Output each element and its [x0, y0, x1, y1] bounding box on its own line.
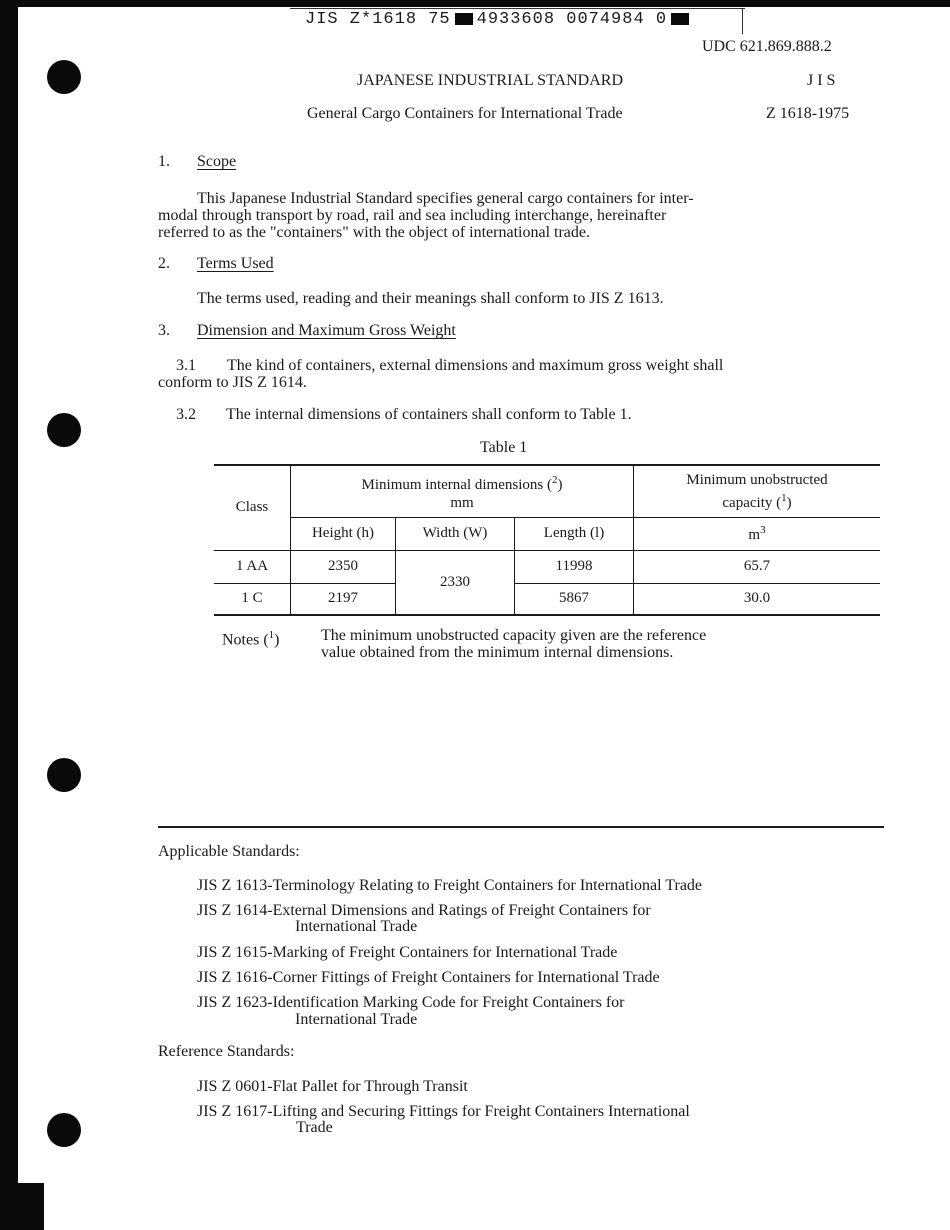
table-note-line-1: The minimum unobstructed capacity given are the reference — [321, 627, 707, 644]
applicable-item: JIS Z 1616-Corner Fittings of Freight Containers for International Trade — [197, 969, 660, 986]
clause-3-1-number: 3.1 — [176, 357, 196, 374]
shared-width: 2330 — [396, 550, 515, 615]
table-note-line-2: value obtained from the minimum internal dimensions. — [321, 644, 674, 661]
applicable-item: JIS Z 1614-External Dimensions and Ratings of Freight Containers for — [197, 902, 651, 919]
length-col-header: Length (l) — [515, 517, 634, 550]
row-2-length: 5867 — [515, 583, 634, 615]
udc-number: UDC 621.869.888.2 — [702, 38, 832, 55]
punch-hole — [47, 413, 81, 447]
row-1-class: 1 AA — [214, 550, 291, 583]
footer-rule — [158, 826, 884, 828]
section-2-number: 2. — [158, 255, 170, 272]
row-1-height: 2350 — [291, 550, 396, 583]
applicable-item-continuation: International Trade — [295, 918, 418, 935]
document-code: JIS Z*1618 75 4933608 0074984 0 — [305, 10, 693, 29]
row-2-capacity: 30.0 — [634, 583, 881, 615]
header-frame-tick — [742, 8, 743, 34]
clause-3-1-line-1: The kind of containers, external dimensions and maximum gross weight shall — [227, 357, 724, 374]
row-1-length: 11998 — [515, 550, 634, 583]
table-caption: Table 1 — [480, 439, 528, 456]
dimensions-header: Minimum internal dimensions ($^2$) mm — [291, 465, 634, 517]
applicable-item-continuation: International Trade — [295, 1011, 418, 1028]
applicable-standards-heading: Applicable Standards: — [158, 843, 300, 860]
class-header: Class — [214, 465, 291, 550]
clause-3-1-line-2: conform to JIS Z 1614. — [158, 374, 307, 391]
scan-left-edge — [0, 0, 18, 1210]
reference-item: JIS Z 0601-Flat Pallet for Through Transit — [197, 1078, 468, 1095]
jis-label: J I S — [807, 72, 836, 89]
row-2-height: 2197 — [291, 583, 396, 615]
clause-3-2-number: 3.2 — [176, 406, 196, 423]
scan-top-edge — [0, 0, 950, 7]
section-3-heading: Dimension and Maximum Gross Weight — [197, 322, 456, 339]
internal-dimensions-table — [214, 464, 880, 616]
scope-line-3: referred to as the "containers" with the object of international trade. — [158, 224, 590, 241]
standard-number: Z 1618-1975 — [766, 105, 850, 122]
height-col-header: Height (h) — [291, 517, 396, 550]
applicable-item: JIS Z 1623-Identification Marking Code for Freight Containers for — [197, 994, 625, 1011]
scope-line-2: modal through transport by road, rail and sea including interchange, hereinafter — [158, 207, 667, 224]
width-col-header: Width (W) — [396, 517, 515, 550]
applicable-item: JIS Z 1615-Marking of Freight Containers for International Trade — [197, 944, 618, 961]
applicable-item: JIS Z 1613-Terminology Relating to Freight Containers for International Trade — [197, 877, 703, 894]
row-1-capacity: 65.7 — [634, 550, 881, 583]
clause-3-2-text: The internal dimensions of containers shall conform to Table 1. — [226, 406, 632, 423]
terms-text: The terms used, reading and their meanings shall conform to JIS Z 1613. — [197, 290, 664, 307]
scan-corner-mark — [0, 1183, 44, 1230]
section-2-heading: Terms Used — [197, 255, 274, 272]
section-1-number: 1. — [158, 153, 170, 170]
scope-line-1: This Japanese Industrial Standard specifies general cargo containers for inter- — [197, 190, 694, 207]
punch-hole — [47, 1113, 81, 1147]
reference-item: JIS Z 1617-Lifting and Securing Fittings for Freight Containers International — [197, 1103, 690, 1120]
reference-item-continuation: Trade — [296, 1119, 333, 1136]
header-frame-line — [290, 8, 745, 9]
document-title: General Cargo Containers for International Trade — [307, 105, 623, 122]
reference-standards-heading: Reference Standards: — [158, 1043, 295, 1060]
standard-org: JAPANESE INDUSTRIAL STANDARD — [357, 72, 623, 89]
section-1-heading: Scope — [197, 153, 237, 170]
punch-hole — [47, 758, 81, 792]
row-2-class: 1 C — [214, 583, 291, 615]
table-notes-label: Notes ($^1$) — [222, 629, 280, 649]
capacity-unit: $m^3$ — [634, 517, 881, 550]
section-3-number: 3. — [158, 322, 170, 339]
capacity-header: Minimum unobstructed capacity ($^1$) — [634, 465, 881, 517]
punch-hole — [47, 60, 81, 94]
